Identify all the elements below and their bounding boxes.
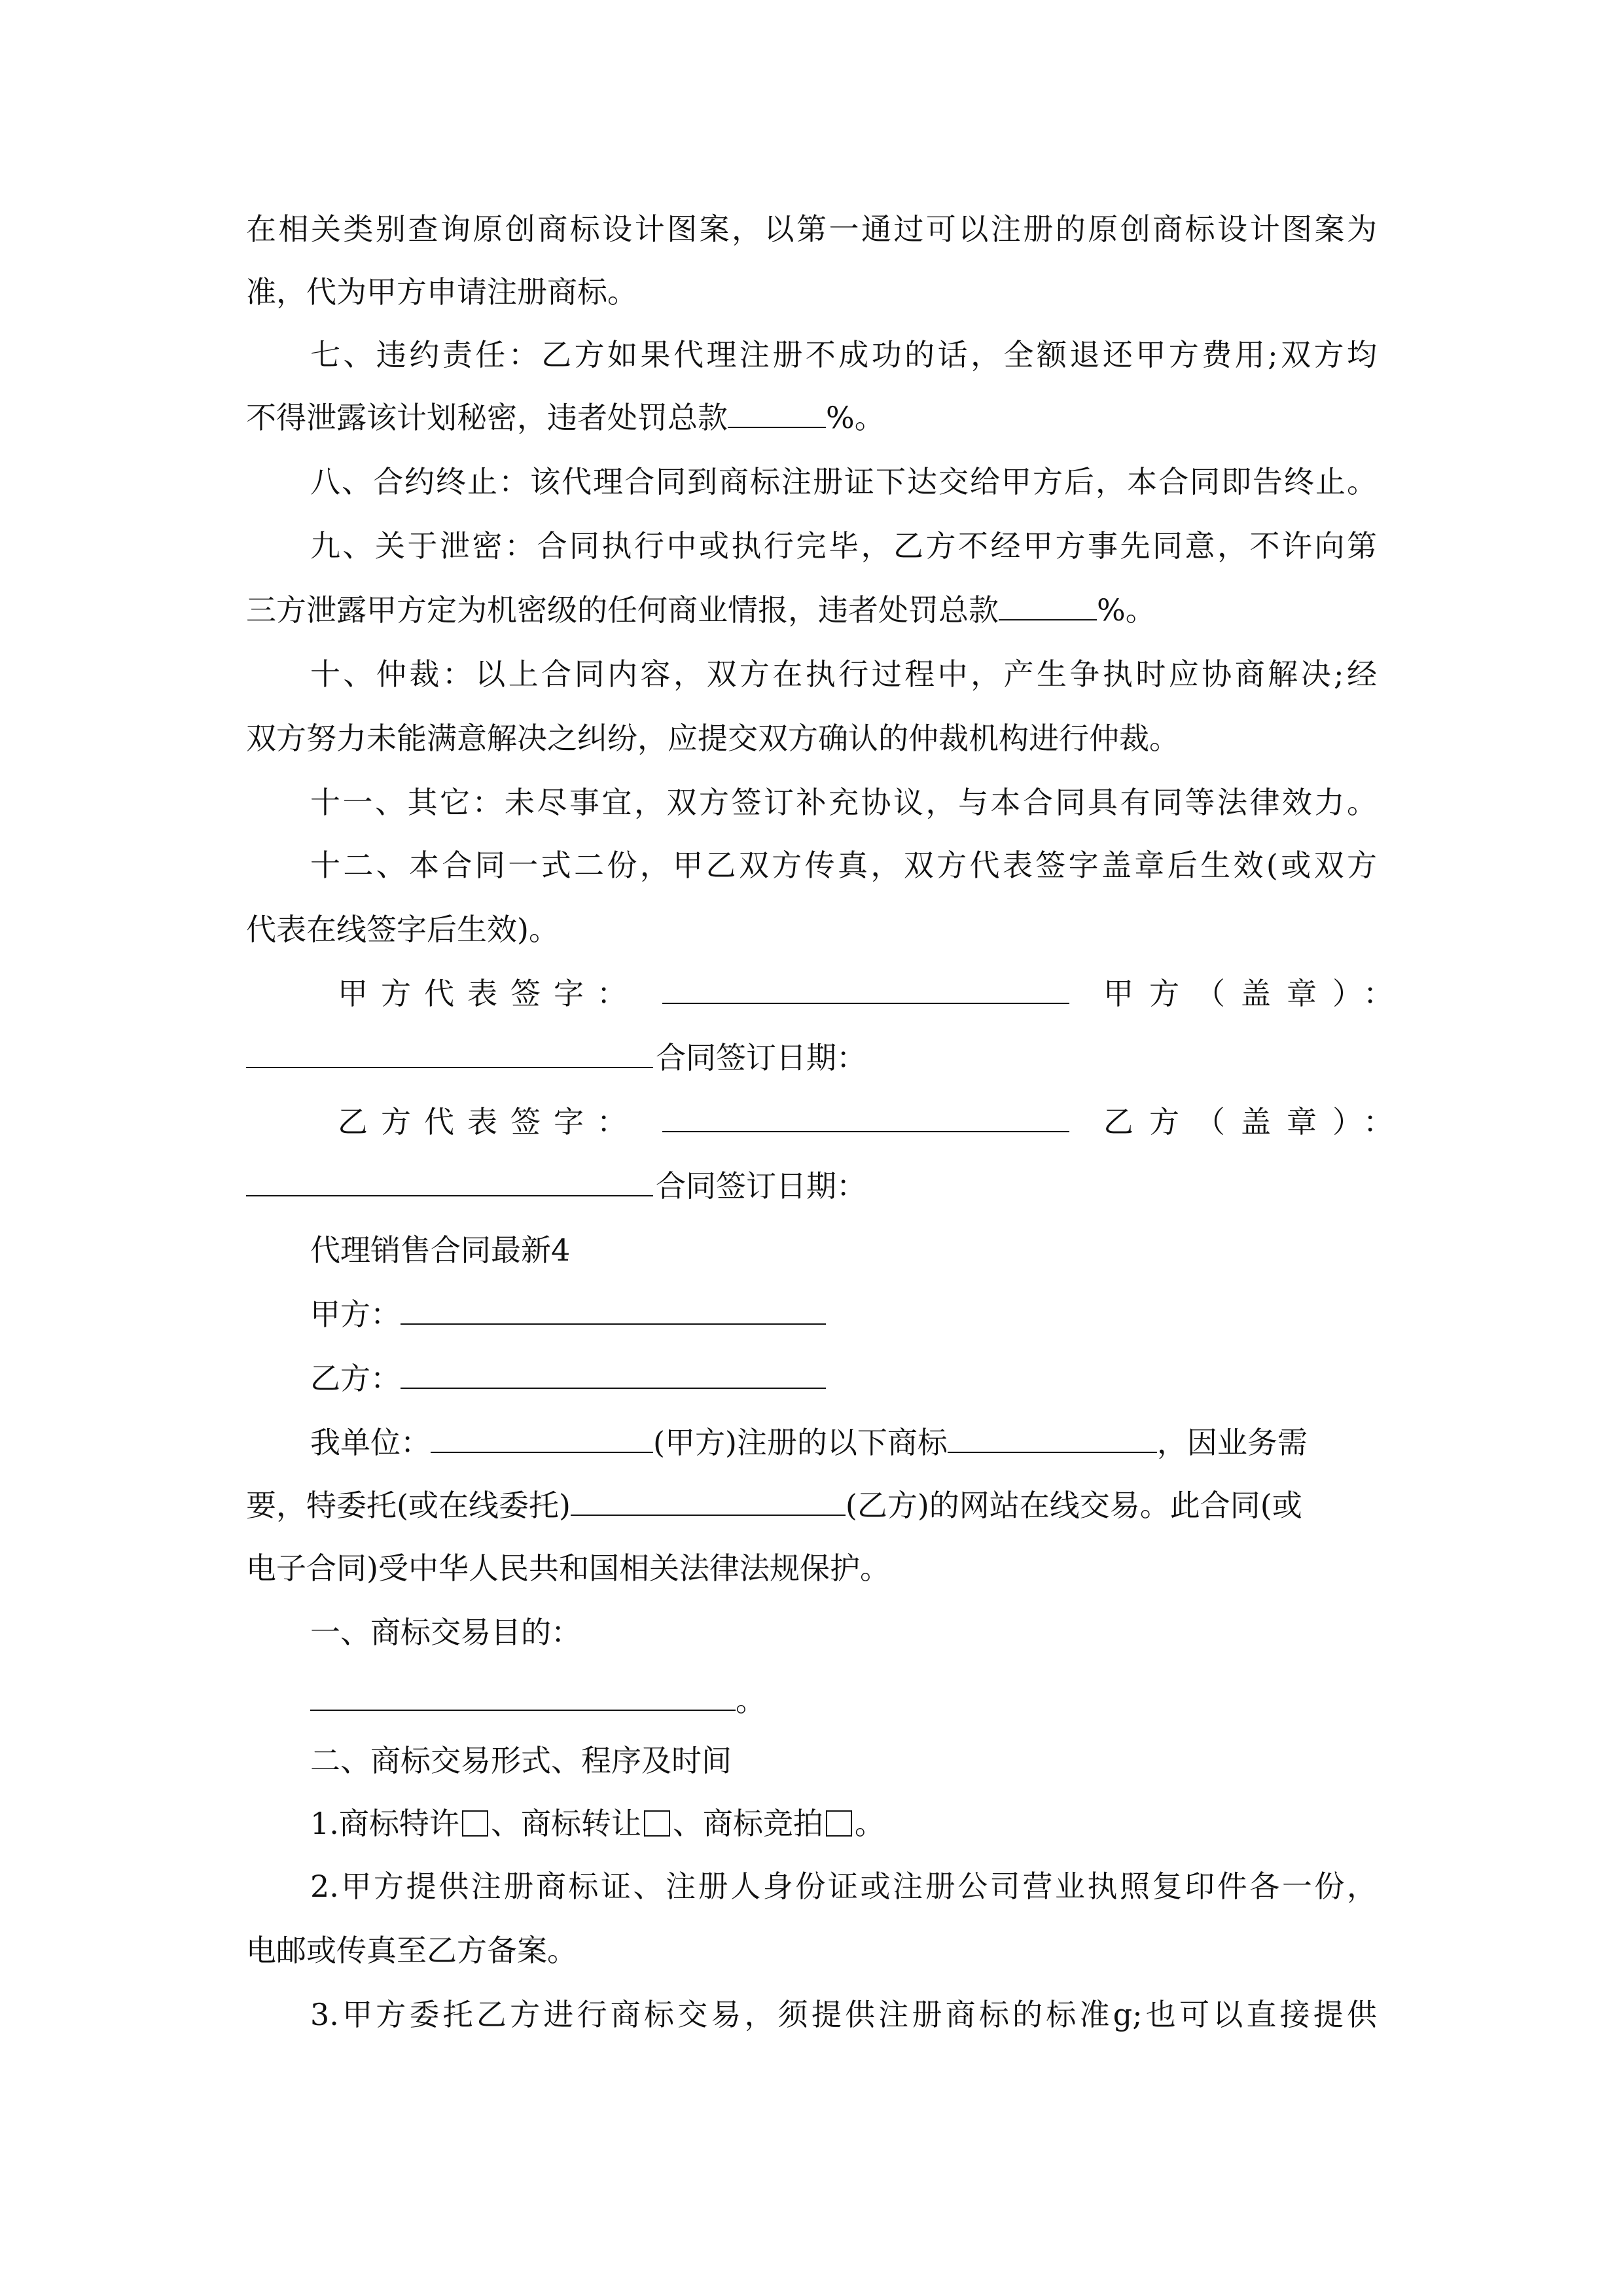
party-b-seal-label: 乙方（盖章）： — [1103, 1104, 1409, 1139]
intro-business-text: ，因业务需 — [1156, 1425, 1308, 1460]
contract-4-title: 代理销售合同最新4 — [310, 1232, 571, 1268]
paragraph-12-line-1: 十二、本合同一式二份，甲乙双方传真，双方代表签字盖章后生效(或双方 — [310, 848, 1377, 883]
paragraph-12-line-2: 代表在线签字后生效)。 — [246, 912, 559, 947]
penalty-percent-blank — [728, 398, 826, 428]
paragraph-7-line-2 — [246, 398, 1377, 437]
paragraph-11: 十一、其它：未尽事宜，双方签订补充协议，与本合同具有同等法律效力。 — [310, 785, 1377, 820]
paragraph-7-line-1: 七、违约责任：乙方如果代理注册不成功的话，全额退还甲方费用;双方均 — [310, 337, 1377, 372]
intro-trademark-text: (甲方)注册的以下商标 — [653, 1425, 948, 1460]
paragraph-10-line-1: 十、仲裁：以上合同内容，双方在执行过程中，产生争执时应协商解决;经 — [310, 656, 1377, 692]
intro-unit-blank[interactable] — [431, 1423, 653, 1453]
license-checkbox[interactable] — [462, 1810, 488, 1837]
paragraph-7-text: 不得泄露该计划秘密，违者处罚总款 — [246, 400, 728, 435]
party-b-date-label: 合同签订日期： — [656, 1168, 866, 1204]
party-a-date-label: 合同签订日期： — [656, 1040, 866, 1075]
paragraph-9-line-1: 九、关于泄密：合同执行中或执行完毕，乙方不经甲方事先同意，不许向第 — [310, 528, 1377, 564]
paragraph-10-line-2: 双方努力未能满意解决之纠纷，应提交双方确认的仲裁机构进行仲裁。 — [246, 721, 1179, 756]
section-2-heading: 二、商标交易形式、程序及时间 — [310, 1743, 732, 1778]
party-a-seal-label: 甲方（盖章）： — [1103, 976, 1409, 1011]
intro-website-text: (乙方)的网站在线交易。此合同(或 — [845, 1488, 1302, 1523]
item-1-license-text: 1.商标特许 — [310, 1806, 459, 1841]
paragraph-8: 八、合约终止：该代理合同到商标注册证下达交给甲方后，本合同即告终止。 — [310, 464, 1377, 499]
party-b-date-row — [246, 1166, 1377, 1206]
contract-4-party-a-row — [310, 1295, 1377, 1334]
contract-4-party-a-blank[interactable] — [401, 1295, 826, 1325]
transfer-checkbox[interactable] — [644, 1810, 670, 1837]
contract-4-party-a-label: 甲方： — [310, 1297, 401, 1332]
intro-unit-label: 我单位： — [310, 1425, 431, 1460]
party-b-signature-row — [246, 1102, 1409, 1141]
paragraph-6-line-1: 在相关类别查询原创商标设计图案，以第一通过可以注册的原创商标设计图案为 — [246, 211, 1377, 247]
intro-agent-blank[interactable] — [571, 1486, 846, 1516]
section-1-purpose-blank[interactable] — [310, 1681, 736, 1711]
intro-trademark-blank[interactable] — [948, 1423, 1157, 1453]
party-a-seal-line[interactable] — [246, 1067, 653, 1068]
item-2-line-1: 2.甲方提供注册商标证、注册人身份证或注册公司营业执照复印件各一份， — [310, 1869, 1377, 1904]
paragraph-9-line-2 — [246, 590, 1377, 630]
paragraph-9-percent: %。 — [1097, 592, 1156, 628]
section-1-end-mark: 。 — [736, 1683, 766, 1718]
intro-entrust-text: 要，特委托(或在线委托) — [246, 1488, 571, 1523]
paragraph-6-line-2: 准，代为甲方申请注册商标。 — [246, 274, 637, 310]
auction-checkbox[interactable] — [826, 1810, 852, 1837]
paragraph-7-percent: %。 — [826, 400, 885, 435]
item-1-row — [310, 1804, 1377, 1843]
paragraph-9-text: 三方泄露甲方定为机密级的任何商业情报，违者处罚总款 — [246, 592, 999, 628]
party-a-signature-label: 甲方代表签字： — [338, 976, 640, 1011]
item-1-auction-text: 、商标竞拍 — [672, 1806, 823, 1841]
penalty-percent-blank-2 — [999, 590, 1097, 620]
party-b-signature-line[interactable] — [662, 1131, 1069, 1132]
item-1-end-mark: 。 — [854, 1806, 885, 1841]
party-a-signature-line[interactable] — [662, 1003, 1069, 1004]
section-1-purpose-row — [310, 1681, 1377, 1720]
party-a-signature-row — [246, 974, 1409, 1013]
party-b-seal-line[interactable] — [246, 1195, 653, 1196]
contract-4-party-b-row — [310, 1359, 1377, 1398]
item-2-line-2: 电邮或传真至乙方备案。 — [246, 1933, 577, 1968]
contract-4-intro-line-2 — [246, 1486, 1377, 1525]
item-1-transfer-text: 、商标转让 — [490, 1806, 641, 1841]
contract-4-party-b-blank[interactable] — [401, 1359, 826, 1389]
item-3-line-1: 3.甲方委托乙方进行商标交易，须提供注册商标的标准g;也可以直接提供 — [310, 1997, 1377, 2032]
party-b-signature-label: 乙方代表签字： — [338, 1104, 640, 1139]
contract-4-intro-line-3: 电子合同)受中华人民共和国相关法律法规保护。 — [246, 1551, 890, 1586]
party-a-date-row — [246, 1038, 1377, 1077]
contract-4-party-b-label: 乙方： — [310, 1361, 401, 1396]
section-1-heading: 一、商标交易目的： — [310, 1615, 581, 1650]
contract-4-intro-line-1 — [310, 1423, 1377, 1462]
